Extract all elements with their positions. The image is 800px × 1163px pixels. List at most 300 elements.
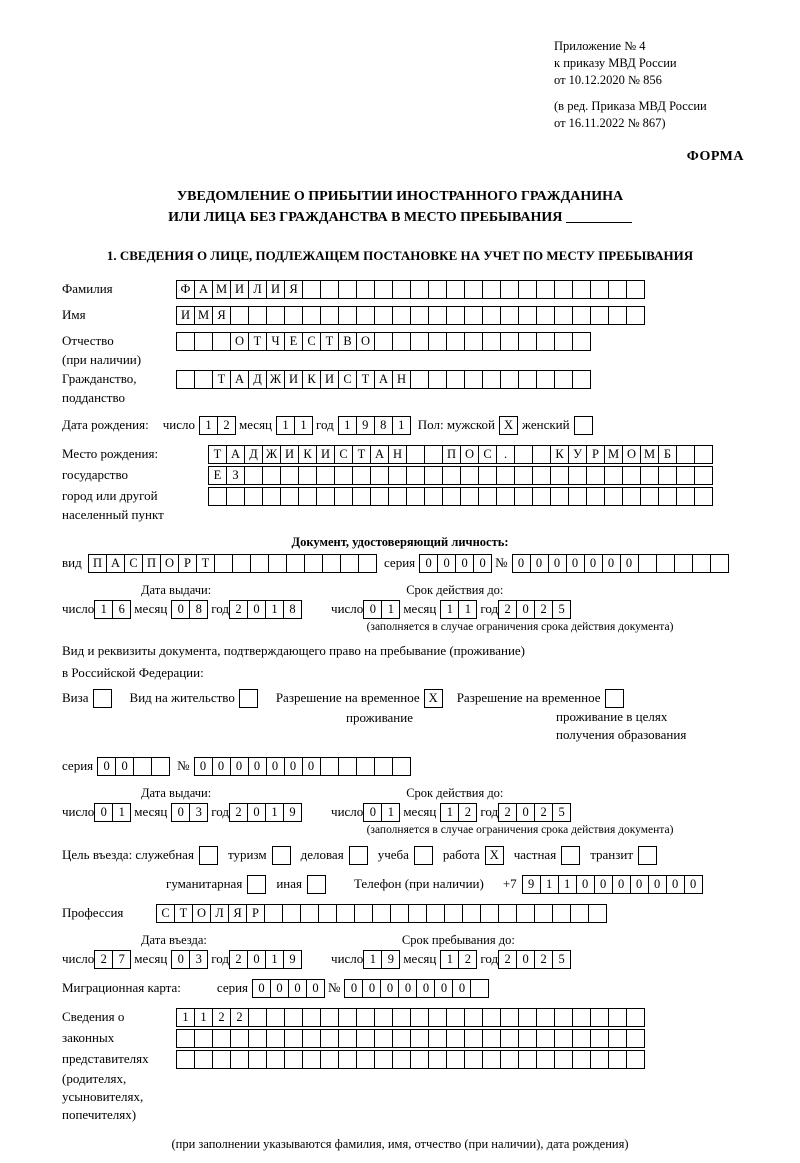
char-cell[interactable] [694,445,713,464]
char-cell[interactable]: В [338,332,357,351]
char-cell[interactable] [518,1050,537,1069]
char-cell[interactable]: 5 [552,600,571,619]
char-cell[interactable] [176,1050,195,1069]
char-cell[interactable] [268,554,287,573]
char-cell[interactable]: М [212,280,231,299]
char-cell[interactable] [424,445,443,464]
representatives-input-row3[interactable] [176,1050,644,1069]
char-cell[interactable]: 0 [266,757,285,776]
birth-year-input[interactable] [338,416,410,435]
char-cell[interactable] [133,757,152,776]
char-cell[interactable] [514,487,533,506]
edu-residence-checkbox[interactable] [605,689,624,708]
char-cell[interactable]: О [192,904,211,923]
char-cell[interactable]: И [320,370,339,389]
char-cell[interactable] [410,280,429,299]
char-cell[interactable] [572,1008,591,1027]
char-cell[interactable] [464,1008,483,1027]
char-cell[interactable]: П [442,445,461,464]
char-cell[interactable] [536,280,555,299]
identity-type-input[interactable] [88,554,376,573]
char-cell[interactable]: 8 [283,600,302,619]
char-cell[interactable] [410,1029,429,1048]
char-cell[interactable] [710,554,729,573]
char-cell[interactable] [588,904,607,923]
char-cell[interactable]: 1 [363,950,382,969]
char-cell[interactable] [250,554,269,573]
char-cell[interactable] [464,332,483,351]
char-cell[interactable] [518,1029,537,1048]
char-cell[interactable] [280,466,299,485]
char-cell[interactable] [536,1050,555,1069]
char-cell[interactable]: Т [320,332,339,351]
char-cell[interactable]: Я [212,306,231,325]
char-cell[interactable] [356,1029,375,1048]
char-cell[interactable] [464,1029,483,1048]
char-cell[interactable] [622,466,641,485]
birth-month-input[interactable] [276,416,312,435]
char-cell[interactable] [554,332,573,351]
char-cell[interactable] [374,280,393,299]
char-cell[interactable] [428,1050,447,1069]
char-cell[interactable]: 0 [434,979,453,998]
purpose-transit-checkbox[interactable] [638,846,657,865]
char-cell[interactable]: П [88,554,107,573]
char-cell[interactable] [626,1050,645,1069]
char-cell[interactable]: 2 [229,600,248,619]
representatives-input-row1[interactable] [176,1008,644,1027]
char-cell[interactable] [356,1008,375,1027]
stay-issue-month-input[interactable] [171,803,207,822]
char-cell[interactable] [428,1008,447,1027]
char-cell[interactable] [374,332,393,351]
char-cell[interactable]: 0 [630,875,649,894]
char-cell[interactable] [266,306,285,325]
char-cell[interactable]: Т [174,904,193,923]
char-cell[interactable] [356,1050,375,1069]
char-cell[interactable]: 1 [199,416,218,435]
purpose-private-checkbox[interactable] [561,846,580,865]
char-cell[interactable]: А [194,280,213,299]
char-cell[interactable] [692,554,711,573]
char-cell[interactable] [536,370,555,389]
char-cell[interactable] [298,466,317,485]
char-cell[interactable]: Т [208,445,227,464]
name-input[interactable] [176,306,644,325]
char-cell[interactable] [604,466,623,485]
char-cell[interactable] [374,1029,393,1048]
char-cell[interactable] [534,904,553,923]
char-cell[interactable]: Р [178,554,197,573]
char-cell[interactable]: С [338,370,357,389]
char-cell[interactable] [302,280,321,299]
char-cell[interactable]: . [496,445,515,464]
char-cell[interactable] [392,757,411,776]
char-cell[interactable] [318,904,337,923]
char-cell[interactable]: С [124,554,143,573]
identity-issue-day-input[interactable] [94,600,130,619]
stay-number-input[interactable] [194,757,410,776]
char-cell[interactable] [316,466,335,485]
char-cell[interactable] [284,1050,303,1069]
char-cell[interactable]: 0 [452,979,471,998]
char-cell[interactable] [194,370,213,389]
purpose-other-checkbox[interactable] [307,875,326,894]
char-cell[interactable]: 1 [440,803,459,822]
char-cell[interactable]: 1 [112,803,131,822]
char-cell[interactable]: 0 [194,757,213,776]
char-cell[interactable] [424,466,443,485]
char-cell[interactable] [426,904,445,923]
char-cell[interactable] [608,1008,627,1027]
char-cell[interactable]: 1 [540,875,559,894]
char-cell[interactable]: 0 [548,554,567,573]
char-cell[interactable]: 2 [458,950,477,969]
char-cell[interactable]: 0 [576,875,595,894]
char-cell[interactable] [248,1029,267,1048]
purpose-service-checkbox[interactable] [199,846,218,865]
char-cell[interactable]: 0 [247,950,266,969]
char-cell[interactable]: 1 [294,416,313,435]
char-cell[interactable] [536,332,555,351]
char-cell[interactable] [320,1008,339,1027]
char-cell[interactable] [500,1029,519,1048]
char-cell[interactable] [374,1050,393,1069]
char-cell[interactable]: 0 [648,875,667,894]
char-cell[interactable]: У [568,445,587,464]
char-cell[interactable] [626,280,645,299]
char-cell[interactable] [320,1029,339,1048]
char-cell[interactable] [374,306,393,325]
char-cell[interactable]: Я [284,280,303,299]
char-cell[interactable]: 2 [534,950,553,969]
char-cell[interactable] [352,487,371,506]
entry-month-input[interactable] [171,950,207,969]
char-cell[interactable] [262,487,281,506]
char-cell[interactable]: 0 [171,950,190,969]
char-cell[interactable] [338,1008,357,1027]
char-cell[interactable] [356,757,375,776]
char-cell[interactable]: 3 [189,950,208,969]
char-cell[interactable]: 0 [398,979,417,998]
char-cell[interactable] [496,466,515,485]
char-cell[interactable] [322,554,341,573]
char-cell[interactable] [320,757,339,776]
char-cell[interactable] [266,1008,285,1027]
char-cell[interactable]: 2 [534,803,553,822]
char-cell[interactable]: 2 [498,600,517,619]
sex-male-checkbox[interactable]: X [499,416,518,435]
char-cell[interactable]: 1 [176,1008,195,1027]
stay-until-month-input[interactable] [440,950,476,969]
char-cell[interactable] [572,1050,591,1069]
surname-input[interactable] [176,280,644,299]
char-cell[interactable] [518,1008,537,1027]
char-cell[interactable]: М [640,445,659,464]
char-cell[interactable] [338,280,357,299]
char-cell[interactable] [282,904,301,923]
char-cell[interactable] [608,306,627,325]
char-cell[interactable] [424,487,443,506]
char-cell[interactable] [176,1029,195,1048]
char-cell[interactable] [496,487,515,506]
char-cell[interactable] [482,1050,501,1069]
char-cell[interactable] [656,554,675,573]
purpose-study-checkbox[interactable] [414,846,433,865]
char-cell[interactable] [482,332,501,351]
char-cell[interactable]: 0 [416,979,435,998]
char-cell[interactable] [266,1029,285,1048]
char-cell[interactable] [304,554,323,573]
char-cell[interactable] [300,904,319,923]
char-cell[interactable] [286,554,305,573]
char-cell[interactable]: К [298,445,317,464]
char-cell[interactable]: И [280,445,299,464]
char-cell[interactable] [500,306,519,325]
char-cell[interactable] [568,466,587,485]
char-cell[interactable]: Н [392,370,411,389]
purpose-humanitarian-checkbox[interactable] [247,875,266,894]
char-cell[interactable] [590,280,609,299]
char-cell[interactable] [500,1008,519,1027]
purpose-tourism-checkbox[interactable] [272,846,291,865]
char-cell[interactable] [554,280,573,299]
char-cell[interactable] [392,280,411,299]
char-cell[interactable] [554,1050,573,1069]
char-cell[interactable]: Е [284,332,303,351]
char-cell[interactable]: 0 [247,803,266,822]
char-cell[interactable]: 0 [612,875,631,894]
char-cell[interactable]: 0 [594,875,613,894]
char-cell[interactable] [464,1050,483,1069]
char-cell[interactable] [500,280,519,299]
char-cell[interactable] [658,487,677,506]
char-cell[interactable] [266,1050,285,1069]
char-cell[interactable] [640,466,659,485]
char-cell[interactable]: 9 [283,950,302,969]
char-cell[interactable] [570,904,589,923]
identity-number-input[interactable] [512,554,728,573]
char-cell[interactable] [460,487,479,506]
citizenship-input[interactable] [176,370,590,389]
char-cell[interactable] [590,1029,609,1048]
char-cell[interactable] [626,1029,645,1048]
char-cell[interactable]: 0 [284,757,303,776]
char-cell[interactable] [302,1029,321,1048]
char-cell[interactable]: 0 [344,979,363,998]
char-cell[interactable]: 5 [552,803,571,822]
migration-number-input[interactable] [344,979,488,998]
char-cell[interactable] [590,306,609,325]
char-cell[interactable] [626,306,645,325]
char-cell[interactable] [536,1029,555,1048]
char-cell[interactable] [572,370,591,389]
char-cell[interactable] [460,466,479,485]
char-cell[interactable] [694,487,713,506]
char-cell[interactable] [334,487,353,506]
char-cell[interactable] [316,487,335,506]
char-cell[interactable] [208,487,227,506]
char-cell[interactable] [262,466,281,485]
char-cell[interactable] [518,280,537,299]
char-cell[interactable]: С [302,332,321,351]
char-cell[interactable]: М [194,306,213,325]
char-cell[interactable]: 0 [363,803,382,822]
char-cell[interactable]: О [622,445,641,464]
identity-issue-month-input[interactable] [171,600,207,619]
char-cell[interactable]: 1 [265,600,284,619]
char-cell[interactable] [320,306,339,325]
char-cell[interactable] [151,757,170,776]
char-cell[interactable]: 1 [265,803,284,822]
char-cell[interactable] [176,332,195,351]
char-cell[interactable]: 0 [212,757,231,776]
char-cell[interactable]: Л [248,280,267,299]
char-cell[interactable] [464,280,483,299]
char-cell[interactable] [498,904,517,923]
char-cell[interactable]: И [230,280,249,299]
purpose-business-checkbox[interactable] [349,846,368,865]
char-cell[interactable] [410,306,429,325]
char-cell[interactable]: Я [228,904,247,923]
char-cell[interactable] [462,904,481,923]
char-cell[interactable]: О [356,332,375,351]
char-cell[interactable] [444,904,463,923]
char-cell[interactable] [554,370,573,389]
char-cell[interactable]: 1 [392,416,411,435]
char-cell[interactable] [388,466,407,485]
char-cell[interactable] [482,306,501,325]
char-cell[interactable] [428,280,447,299]
char-cell[interactable] [356,280,375,299]
char-cell[interactable] [194,1029,213,1048]
char-cell[interactable]: 8 [189,600,208,619]
char-cell[interactable]: С [478,445,497,464]
char-cell[interactable]: 0 [512,554,531,573]
char-cell[interactable] [302,1008,321,1027]
char-cell[interactable] [214,554,233,573]
char-cell[interactable] [590,1008,609,1027]
char-cell[interactable] [320,1050,339,1069]
char-cell[interactable] [572,306,591,325]
stay-series-input[interactable] [97,757,169,776]
char-cell[interactable]: 0 [288,979,307,998]
char-cell[interactable] [446,370,465,389]
char-cell[interactable] [410,1008,429,1027]
entry-year-input[interactable] [229,950,301,969]
char-cell[interactable] [410,370,429,389]
migration-series-input[interactable] [252,979,324,998]
char-cell[interactable] [390,904,409,923]
char-cell[interactable] [392,332,411,351]
char-cell[interactable] [392,306,411,325]
char-cell[interactable]: Ч [266,332,285,351]
char-cell[interactable] [446,1050,465,1069]
stay-issue-year-input[interactable] [229,803,301,822]
char-cell[interactable] [428,332,447,351]
char-cell[interactable] [586,466,605,485]
char-cell[interactable] [626,1008,645,1027]
char-cell[interactable] [336,904,355,923]
stay-valid-year-input[interactable] [498,803,570,822]
char-cell[interactable] [212,1029,231,1048]
char-cell[interactable] [516,904,535,923]
char-cell[interactable] [532,445,551,464]
char-cell[interactable] [550,487,569,506]
char-cell[interactable]: 0 [516,950,535,969]
char-cell[interactable]: Р [586,445,605,464]
char-cell[interactable] [320,280,339,299]
char-cell[interactable] [536,1008,555,1027]
char-cell[interactable] [340,554,359,573]
char-cell[interactable] [442,487,461,506]
char-cell[interactable]: 0 [516,600,535,619]
char-cell[interactable] [264,904,283,923]
char-cell[interactable]: 0 [230,757,249,776]
char-cell[interactable]: 0 [97,757,116,776]
char-cell[interactable]: 1 [276,416,295,435]
identity-valid-year-input[interactable] [498,600,570,619]
char-cell[interactable] [408,904,427,923]
char-cell[interactable]: С [334,445,353,464]
char-cell[interactable]: 6 [112,600,131,619]
stay-until-day-input[interactable] [363,950,399,969]
char-cell[interactable] [500,332,519,351]
char-cell[interactable] [410,1050,429,1069]
char-cell[interactable] [608,280,627,299]
char-cell[interactable] [674,554,693,573]
char-cell[interactable] [406,445,425,464]
char-cell[interactable] [482,370,501,389]
char-cell[interactable] [482,280,501,299]
char-cell[interactable]: З [226,466,245,485]
char-cell[interactable]: Т [352,445,371,464]
char-cell[interactable] [392,1029,411,1048]
phone-input[interactable] [522,875,702,894]
char-cell[interactable]: Л [210,904,229,923]
char-cell[interactable]: 0 [584,554,603,573]
char-cell[interactable]: 2 [229,950,248,969]
char-cell[interactable]: Т [248,332,267,351]
char-cell[interactable] [406,466,425,485]
char-cell[interactable] [302,1050,321,1069]
char-cell[interactable] [500,1050,519,1069]
char-cell[interactable]: 1 [338,416,357,435]
char-cell[interactable]: А [226,445,245,464]
char-cell[interactable] [586,487,605,506]
birthplace-input-row1[interactable] [208,445,712,464]
identity-valid-month-input[interactable] [440,600,476,619]
char-cell[interactable]: О [460,445,479,464]
char-cell[interactable]: 2 [498,803,517,822]
char-cell[interactable]: 8 [374,416,393,435]
birth-day-input[interactable] [199,416,235,435]
identity-valid-day-input[interactable] [363,600,399,619]
char-cell[interactable] [338,1029,357,1048]
char-cell[interactable] [428,306,447,325]
char-cell[interactable] [554,1008,573,1027]
char-cell[interactable] [354,904,373,923]
char-cell[interactable] [428,1029,447,1048]
char-cell[interactable]: 0 [171,600,190,619]
char-cell[interactable] [230,1050,249,1069]
char-cell[interactable]: 1 [265,950,284,969]
char-cell[interactable]: 2 [498,950,517,969]
char-cell[interactable]: О [230,332,249,351]
profession-input[interactable] [156,904,606,923]
char-cell[interactable] [446,306,465,325]
char-cell[interactable]: 2 [230,1008,249,1027]
